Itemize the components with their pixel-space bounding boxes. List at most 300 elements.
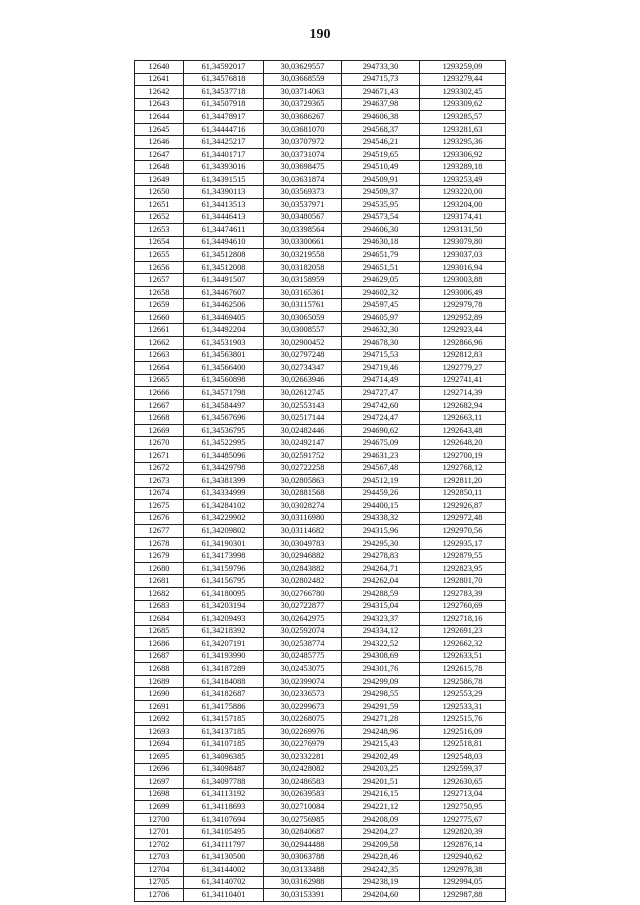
point-number-cell: 12662	[135, 337, 184, 350]
y-coordinate-cell: 1292713,04	[420, 788, 506, 801]
latitude-cell: 61,34203194	[184, 600, 264, 613]
table-row	[135, 61, 506, 74]
table-row	[135, 600, 506, 613]
longitude-cell: 30,03398564	[264, 224, 342, 237]
latitude-cell: 61,34444716	[184, 123, 264, 136]
table-row	[135, 864, 506, 877]
x-coordinate-cell: 294602,32	[342, 286, 420, 299]
x-coordinate-cell: 294715,73	[342, 73, 420, 86]
table-row	[135, 650, 506, 663]
latitude-cell: 61,34563801	[184, 349, 264, 362]
y-coordinate-cell: 1293302,45	[420, 86, 506, 99]
table-row	[135, 688, 506, 701]
y-coordinate-cell: 1292779,27	[420, 362, 506, 375]
y-coordinate-cell: 1292518,81	[420, 738, 506, 751]
latitude-cell: 61,34566400	[184, 362, 264, 375]
longitude-cell: 30,02805863	[264, 475, 342, 488]
table-row	[135, 86, 506, 99]
longitude-cell: 30,03063788	[264, 851, 342, 864]
table-row	[135, 638, 506, 651]
table-row	[135, 713, 506, 726]
y-coordinate-cell: 1292940,62	[420, 851, 506, 864]
x-coordinate-cell: 294535,95	[342, 199, 420, 212]
longitude-cell: 30,03731074	[264, 148, 342, 161]
table-row	[135, 776, 506, 789]
table-row	[135, 587, 506, 600]
table-row	[135, 224, 506, 237]
x-coordinate-cell: 294573,54	[342, 211, 420, 224]
y-coordinate-cell: 1292615,78	[420, 663, 506, 676]
point-number-cell: 12665	[135, 374, 184, 387]
latitude-cell: 61,34207191	[184, 638, 264, 651]
point-number-cell: 12675	[135, 500, 184, 513]
point-number-cell: 12691	[135, 700, 184, 713]
point-number-cell: 12681	[135, 575, 184, 588]
y-coordinate-cell: 1292850,11	[420, 487, 506, 500]
x-coordinate-cell: 294221,12	[342, 801, 420, 814]
x-coordinate-cell: 294209,58	[342, 838, 420, 851]
table-row	[135, 751, 506, 764]
coordinates-table	[134, 60, 506, 902]
table-row	[135, 148, 506, 161]
latitude-cell: 61,34209802	[184, 525, 264, 538]
x-coordinate-cell: 294651,51	[342, 261, 420, 274]
longitude-cell: 30,02722877	[264, 600, 342, 613]
x-coordinate-cell: 294632,30	[342, 324, 420, 337]
table-row	[135, 826, 506, 839]
latitude-cell: 61,34107185	[184, 738, 264, 751]
longitude-cell: 30,03116980	[264, 512, 342, 525]
table-row	[135, 98, 506, 111]
x-coordinate-cell: 294298,55	[342, 688, 420, 701]
latitude-cell: 61,34512808	[184, 249, 264, 262]
y-coordinate-cell: 1292970,56	[420, 525, 506, 538]
point-number-cell: 12680	[135, 562, 184, 575]
table-row	[135, 562, 506, 575]
longitude-cell: 30,02843882	[264, 562, 342, 575]
table-row	[135, 851, 506, 864]
y-coordinate-cell: 1293037,03	[420, 249, 506, 262]
latitude-cell: 61,34446413	[184, 211, 264, 224]
table-row	[135, 512, 506, 525]
latitude-cell: 61,34485096	[184, 449, 264, 462]
y-coordinate-cell: 1293289,18	[420, 161, 506, 174]
x-coordinate-cell: 294334,12	[342, 625, 420, 638]
point-number-cell: 12640	[135, 61, 184, 74]
point-number-cell: 12676	[135, 512, 184, 525]
table-row	[135, 249, 506, 262]
table-row	[135, 111, 506, 124]
table-row	[135, 889, 506, 902]
point-number-cell: 12656	[135, 261, 184, 274]
y-coordinate-cell: 1292714,39	[420, 387, 506, 400]
table-row	[135, 186, 506, 199]
x-coordinate-cell: 294204,60	[342, 889, 420, 902]
longitude-cell: 30,03158959	[264, 274, 342, 287]
table-row	[135, 738, 506, 751]
latitude-cell: 61,34522995	[184, 437, 264, 450]
x-coordinate-cell: 294299,09	[342, 675, 420, 688]
y-coordinate-cell: 1293306,92	[420, 148, 506, 161]
y-coordinate-cell: 1292811,20	[420, 475, 506, 488]
y-coordinate-cell: 1292926,87	[420, 500, 506, 513]
longitude-cell: 30,02332281	[264, 751, 342, 764]
latitude-cell: 61,34478917	[184, 111, 264, 124]
y-coordinate-cell: 1293006,49	[420, 286, 506, 299]
longitude-cell: 30,03114682	[264, 525, 342, 538]
longitude-cell: 30,02399074	[264, 675, 342, 688]
x-coordinate-cell: 294719,46	[342, 362, 420, 375]
latitude-cell: 61,34474611	[184, 224, 264, 237]
latitude-cell: 61,34571798	[184, 387, 264, 400]
table-row	[135, 449, 506, 462]
point-number-cell: 12663	[135, 349, 184, 362]
latitude-cell: 61,34494610	[184, 236, 264, 249]
point-number-cell: 12693	[135, 725, 184, 738]
x-coordinate-cell: 294629,05	[342, 274, 420, 287]
latitude-cell: 61,34184088	[184, 675, 264, 688]
y-coordinate-cell: 1293285,57	[420, 111, 506, 124]
x-coordinate-cell: 294228,46	[342, 851, 420, 864]
table-row	[135, 173, 506, 186]
longitude-cell: 30,02946882	[264, 550, 342, 563]
x-coordinate-cell: 294715,53	[342, 349, 420, 362]
x-coordinate-cell: 294459,26	[342, 487, 420, 500]
point-number-cell: 12703	[135, 851, 184, 864]
latitude-cell: 61,34401717	[184, 148, 264, 161]
latitude-cell: 61,34531903	[184, 337, 264, 350]
longitude-cell: 30,02453075	[264, 663, 342, 676]
y-coordinate-cell: 1293279,44	[420, 73, 506, 86]
latitude-cell: 61,34334999	[184, 487, 264, 500]
y-coordinate-cell: 1293220,00	[420, 186, 506, 199]
y-coordinate-cell: 1292548,03	[420, 751, 506, 764]
point-number-cell: 12678	[135, 537, 184, 550]
longitude-cell: 30,03569373	[264, 186, 342, 199]
table-row	[135, 337, 506, 350]
longitude-cell: 30,02517144	[264, 412, 342, 425]
y-coordinate-cell: 1292972,48	[420, 512, 506, 525]
point-number-cell: 12684	[135, 613, 184, 626]
x-coordinate-cell: 294568,37	[342, 123, 420, 136]
longitude-cell: 30,03049783	[264, 537, 342, 550]
longitude-cell: 30,02900452	[264, 337, 342, 350]
point-number-cell: 12671	[135, 449, 184, 462]
x-coordinate-cell: 294727,47	[342, 387, 420, 400]
y-coordinate-cell: 1292643,48	[420, 424, 506, 437]
table-row	[135, 550, 506, 563]
latitude-cell: 61,34413513	[184, 199, 264, 212]
longitude-cell: 30,02276979	[264, 738, 342, 751]
point-number-cell: 12669	[135, 424, 184, 437]
longitude-cell: 30,03008557	[264, 324, 342, 337]
table-row	[135, 763, 506, 776]
x-coordinate-cell: 294338,32	[342, 512, 420, 525]
point-number-cell: 12666	[135, 387, 184, 400]
point-number-cell: 12645	[135, 123, 184, 136]
longitude-cell: 30,02553143	[264, 399, 342, 412]
latitude-cell: 61,34096385	[184, 751, 264, 764]
x-coordinate-cell: 294315,04	[342, 600, 420, 613]
point-number-cell: 12679	[135, 550, 184, 563]
x-coordinate-cell: 294606,38	[342, 111, 420, 124]
point-number-cell: 12701	[135, 826, 184, 839]
y-coordinate-cell: 1292978,38	[420, 864, 506, 877]
table-row	[135, 424, 506, 437]
table-row	[135, 575, 506, 588]
longitude-cell: 30,02710084	[264, 801, 342, 814]
y-coordinate-cell: 1292820,39	[420, 826, 506, 839]
point-number-cell: 12649	[135, 173, 184, 186]
y-coordinate-cell: 1293131,50	[420, 224, 506, 237]
latitude-cell: 61,34159796	[184, 562, 264, 575]
x-coordinate-cell: 294308,69	[342, 650, 420, 663]
y-coordinate-cell: 1292700,19	[420, 449, 506, 462]
table-row	[135, 199, 506, 212]
latitude-cell: 61,34190301	[184, 537, 264, 550]
y-coordinate-cell: 1293309,62	[420, 98, 506, 111]
latitude-cell: 61,34118693	[184, 801, 264, 814]
point-number-cell: 12697	[135, 776, 184, 789]
point-number-cell: 12687	[135, 650, 184, 663]
longitude-cell: 30,03182058	[264, 261, 342, 274]
y-coordinate-cell: 1293281,63	[420, 123, 506, 136]
point-number-cell: 12704	[135, 864, 184, 877]
longitude-cell: 30,02663946	[264, 374, 342, 387]
latitude-cell: 61,34209493	[184, 613, 264, 626]
longitude-cell: 30,03480567	[264, 211, 342, 224]
x-coordinate-cell: 294631,23	[342, 449, 420, 462]
y-coordinate-cell: 1292801,70	[420, 575, 506, 588]
x-coordinate-cell: 294510,49	[342, 161, 420, 174]
y-coordinate-cell: 1292663,11	[420, 412, 506, 425]
longitude-cell: 30,02756985	[264, 813, 342, 826]
longitude-cell: 30,02612745	[264, 387, 342, 400]
point-number-cell: 12646	[135, 136, 184, 149]
y-coordinate-cell: 1292750,95	[420, 801, 506, 814]
table-row	[135, 625, 506, 638]
x-coordinate-cell: 294315,96	[342, 525, 420, 538]
point-number-cell: 12694	[135, 738, 184, 751]
latitude-cell: 61,34469405	[184, 311, 264, 324]
longitude-cell: 30,02428082	[264, 763, 342, 776]
x-coordinate-cell: 294201,51	[342, 776, 420, 789]
point-number-cell: 12698	[135, 788, 184, 801]
x-coordinate-cell: 294288,59	[342, 587, 420, 600]
table-row	[135, 437, 506, 450]
latitude-cell: 61,34537718	[184, 86, 264, 99]
y-coordinate-cell: 1292691,23	[420, 625, 506, 638]
latitude-cell: 61,34491507	[184, 274, 264, 287]
y-coordinate-cell: 1292823,95	[420, 562, 506, 575]
point-number-cell: 12689	[135, 675, 184, 688]
y-coordinate-cell: 1292662,32	[420, 638, 506, 651]
y-coordinate-cell: 1293003,88	[420, 274, 506, 287]
point-number-cell: 12683	[135, 600, 184, 613]
table-row	[135, 801, 506, 814]
table-row	[135, 412, 506, 425]
y-coordinate-cell: 1292952,89	[420, 311, 506, 324]
latitude-cell: 61,34390113	[184, 186, 264, 199]
latitude-cell: 61,34182687	[184, 688, 264, 701]
latitude-cell: 61,34536795	[184, 424, 264, 437]
latitude-cell: 61,34462506	[184, 299, 264, 312]
y-coordinate-cell: 1292648,20	[420, 437, 506, 450]
y-coordinate-cell: 1292682,94	[420, 399, 506, 412]
x-coordinate-cell: 294291,59	[342, 700, 420, 713]
longitude-cell: 30,02485775	[264, 650, 342, 663]
longitude-cell: 30,03668559	[264, 73, 342, 86]
y-coordinate-cell: 1293253,49	[420, 173, 506, 186]
table-row	[135, 663, 506, 676]
x-coordinate-cell: 294509,91	[342, 173, 420, 186]
table-row	[135, 349, 506, 362]
x-coordinate-cell: 294675,09	[342, 437, 420, 450]
y-coordinate-cell: 1292768,12	[420, 462, 506, 475]
latitude-cell: 61,34576818	[184, 73, 264, 86]
x-coordinate-cell: 294400,15	[342, 500, 420, 513]
y-coordinate-cell: 1292533,31	[420, 700, 506, 713]
point-number-cell: 12658	[135, 286, 184, 299]
table-row	[135, 324, 506, 337]
latitude-cell: 61,34110401	[184, 889, 264, 902]
longitude-cell: 30,02944488	[264, 838, 342, 851]
page-number: 190	[309, 27, 331, 42]
latitude-cell: 61,34393016	[184, 161, 264, 174]
latitude-cell: 61,34111797	[184, 838, 264, 851]
point-number-cell: 12641	[135, 73, 184, 86]
y-coordinate-cell: 1292718,16	[420, 613, 506, 626]
table-row	[135, 487, 506, 500]
x-coordinate-cell: 294742,60	[342, 399, 420, 412]
latitude-cell: 61,34391515	[184, 173, 264, 186]
y-coordinate-cell: 1292633,51	[420, 650, 506, 663]
table-row	[135, 311, 506, 324]
latitude-cell: 61,34180095	[184, 587, 264, 600]
point-number-cell: 12657	[135, 274, 184, 287]
latitude-cell: 61,34381399	[184, 475, 264, 488]
latitude-cell: 61,34187289	[184, 663, 264, 676]
point-number-cell: 12695	[135, 751, 184, 764]
latitude-cell: 61,34107694	[184, 813, 264, 826]
x-coordinate-cell: 294262,04	[342, 575, 420, 588]
point-number-cell: 12648	[135, 161, 184, 174]
latitude-cell: 61,34130500	[184, 851, 264, 864]
point-number-cell: 12668	[135, 412, 184, 425]
longitude-cell: 30,02268075	[264, 713, 342, 726]
longitude-cell: 30,02269976	[264, 725, 342, 738]
longitude-cell: 30,02642975	[264, 613, 342, 626]
point-number-cell: 12674	[135, 487, 184, 500]
x-coordinate-cell: 294690,62	[342, 424, 420, 437]
y-coordinate-cell: 1293295,36	[420, 136, 506, 149]
longitude-cell: 30,02336573	[264, 688, 342, 701]
point-number-cell: 12652	[135, 211, 184, 224]
longitude-cell: 30,03115761	[264, 299, 342, 312]
y-coordinate-cell: 1292515,76	[420, 713, 506, 726]
point-number-cell: 12655	[135, 249, 184, 262]
longitude-cell: 30,03729365	[264, 98, 342, 111]
point-number-cell: 12685	[135, 625, 184, 638]
point-number-cell: 12647	[135, 148, 184, 161]
table-row	[135, 299, 506, 312]
longitude-cell: 30,02492147	[264, 437, 342, 450]
y-coordinate-cell: 1293016,94	[420, 261, 506, 274]
longitude-cell: 30,03707972	[264, 136, 342, 149]
point-number-cell: 12702	[135, 838, 184, 851]
table-row	[135, 387, 506, 400]
longitude-cell: 30,02538774	[264, 638, 342, 651]
latitude-cell: 61,34156795	[184, 575, 264, 588]
longitude-cell: 30,02797248	[264, 349, 342, 362]
latitude-cell: 61,34105495	[184, 826, 264, 839]
longitude-cell: 30,03153391	[264, 889, 342, 902]
x-coordinate-cell: 294202,49	[342, 751, 420, 764]
longitude-cell: 30,03537971	[264, 199, 342, 212]
point-number-cell: 12673	[135, 475, 184, 488]
table-row	[135, 136, 506, 149]
x-coordinate-cell: 294295,30	[342, 537, 420, 550]
y-coordinate-cell: 1292586,78	[420, 675, 506, 688]
longitude-cell: 30,03631874	[264, 173, 342, 186]
latitude-cell: 61,34467607	[184, 286, 264, 299]
longitude-cell: 30,03300661	[264, 236, 342, 249]
x-coordinate-cell: 294203,25	[342, 763, 420, 776]
table-row	[135, 211, 506, 224]
point-number-cell: 12643	[135, 98, 184, 111]
latitude-cell: 61,34592017	[184, 61, 264, 74]
table-row	[135, 123, 506, 136]
point-number-cell: 12650	[135, 186, 184, 199]
latitude-cell: 61,34229902	[184, 512, 264, 525]
x-coordinate-cell: 294301,76	[342, 663, 420, 676]
x-coordinate-cell: 294322,52	[342, 638, 420, 651]
table-row	[135, 876, 506, 889]
table-row	[135, 700, 506, 713]
y-coordinate-cell: 1292760,69	[420, 600, 506, 613]
table-row	[135, 788, 506, 801]
latitude-cell: 61,34512008	[184, 261, 264, 274]
y-coordinate-cell: 1292876,14	[420, 838, 506, 851]
x-coordinate-cell: 294567,48	[342, 462, 420, 475]
point-number-cell: 12706	[135, 889, 184, 902]
point-number-cell: 12642	[135, 86, 184, 99]
point-number-cell: 12660	[135, 311, 184, 324]
table-row	[135, 462, 506, 475]
y-coordinate-cell: 1292935,17	[420, 537, 506, 550]
point-number-cell: 12692	[135, 713, 184, 726]
longitude-cell: 30,02766780	[264, 587, 342, 600]
y-coordinate-cell: 1292553,29	[420, 688, 506, 701]
x-coordinate-cell: 294637,98	[342, 98, 420, 111]
longitude-cell: 30,03714063	[264, 86, 342, 99]
latitude-cell: 61,34097788	[184, 776, 264, 789]
y-coordinate-cell: 1292775,67	[420, 813, 506, 826]
latitude-cell: 61,34560898	[184, 374, 264, 387]
x-coordinate-cell: 294512,19	[342, 475, 420, 488]
longitude-cell: 30,03133488	[264, 864, 342, 877]
x-coordinate-cell: 294509,37	[342, 186, 420, 199]
latitude-cell: 61,34492204	[184, 324, 264, 337]
table-row	[135, 525, 506, 538]
table-row	[135, 161, 506, 174]
x-coordinate-cell: 294215,43	[342, 738, 420, 751]
y-coordinate-cell: 1292741,41	[420, 374, 506, 387]
y-coordinate-cell: 1293204,00	[420, 199, 506, 212]
point-number-cell: 12659	[135, 299, 184, 312]
longitude-cell: 30,03162988	[264, 876, 342, 889]
table-row	[135, 236, 506, 249]
